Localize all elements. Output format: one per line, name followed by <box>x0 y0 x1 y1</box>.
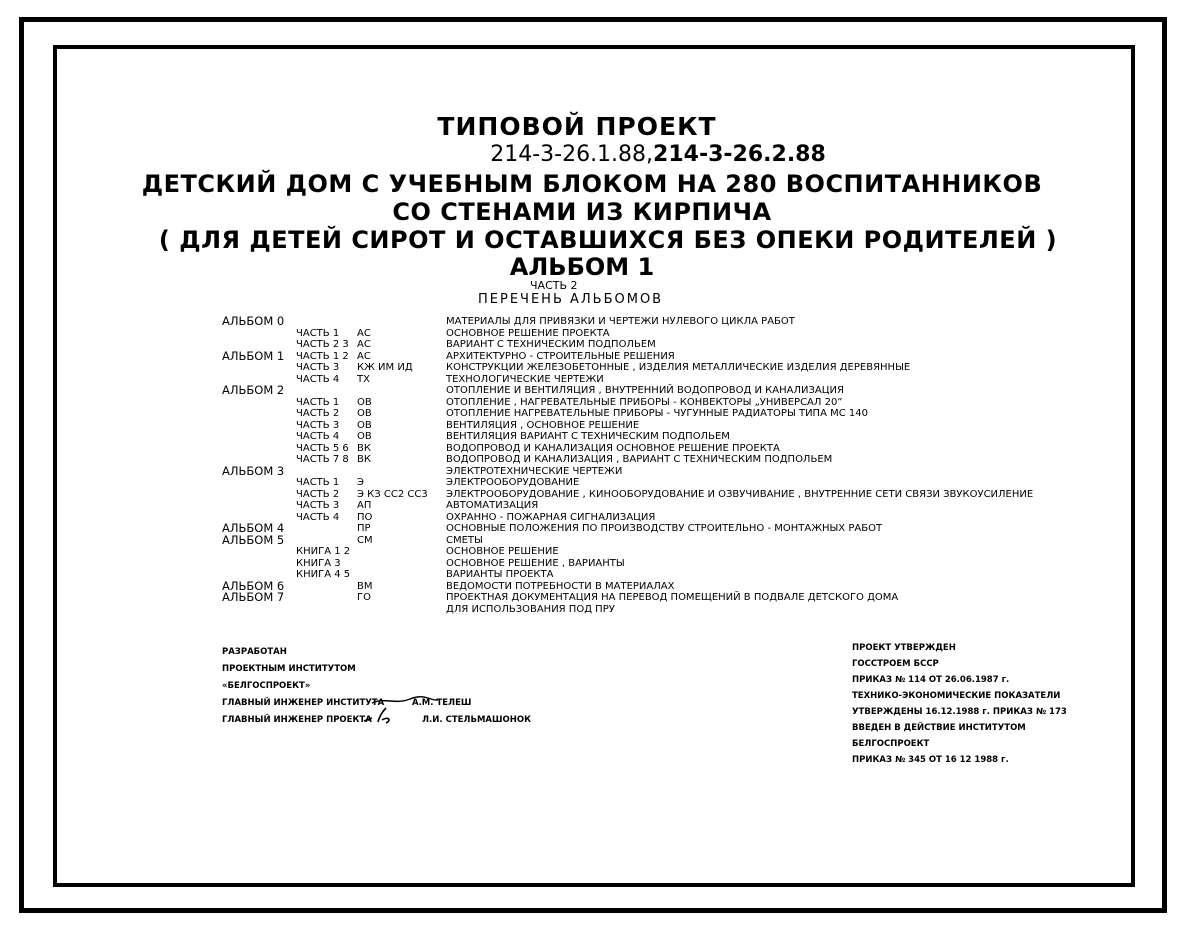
description: ОСНОВНОЕ РЕШЕНИЕ <box>446 546 559 557</box>
description: ОСНОВНЫЕ ПОЛОЖЕНИЯ ПО ПРОИЗВОДСТВУ СТРОИТЕЛЬНО - МОНТАЖНЫХ РАБОТ <box>446 523 883 534</box>
developer-line-1: РАЗРАБОТАН <box>222 647 287 657</box>
album-row <box>0 523 1184 535</box>
approval-line: ПРИКАЗ № 114 ОТ 26.06.1987 г. <box>852 675 1010 685</box>
code-label: ГО <box>357 592 371 603</box>
description: ТЕХНОЛОГИЧЕСКИЕ ЧЕРТЕЖИ <box>446 373 604 385</box>
description: ЭЛЕКТРООБОРУДОВАНИЕ , КИНООБОРУДОВАНИЕ И ОЗВУЧИВАНИЕ , ВНУТРЕННИЕ СЕТИ СВЯЗИ ЗВУКОУСИЛЕНИЕ <box>446 488 1034 500</box>
part-label: ЧАСТЬ 1 <box>296 327 340 339</box>
project-name-line-1: ДЕТСКИЙ ДОМ С УЧЕБНЫМ БЛОКОМ НА 280 ВОСПИТАННИКОВ <box>141 170 1043 198</box>
album-row <box>0 592 1184 604</box>
album-label: АЛЬБОМ 4 <box>222 521 285 535</box>
approval-line: БЕЛГОСПРОЕКТ <box>852 739 930 749</box>
part-label: ЧАСТЬ 4 <box>296 511 340 523</box>
approval-line: ВВЕДЕН В ДЕЙСТВИЕ ИНСТИТУТОМ <box>852 723 1026 733</box>
code-label: СМ <box>357 534 373 546</box>
code-label: АП <box>357 500 372 511</box>
album-label: АЛЬБОМ 7 <box>222 590 285 604</box>
album-row <box>0 348 1184 363</box>
album-label: АЛЬБОМ 6 <box>222 578 285 593</box>
code-label: ОВ <box>357 431 372 442</box>
description: ВЕНТИЛЯЦИЯ , ОСНОВНОЕ РЕШЕНИЕ <box>446 419 640 431</box>
project-engineer-signature <box>362 706 402 726</box>
album-row <box>0 558 1184 570</box>
album-row <box>0 431 1184 443</box>
part-label: ЧАСТЬ 7 8 <box>296 454 349 465</box>
code-label: ПР <box>357 523 371 534</box>
album-part: ЧАСТЬ 2 <box>530 279 578 292</box>
description: ОТОПЛЕНИЕ НАГРЕВАТЕЛЬНЫЕ ПРИБОРЫ - ЧУГУННЫЕ РАДИАТОРЫ ТИПА МС 140 <box>446 408 868 419</box>
album-row <box>0 569 1184 581</box>
album-row <box>0 546 1184 558</box>
code-label: АС <box>357 327 371 339</box>
code-label: ПО <box>357 511 373 523</box>
description: ЭЛЕКТРОТЕХНИЧЕСКИЕ ЧЕРТЕЖИ <box>446 465 623 477</box>
code-label: АС <box>357 339 371 350</box>
approval-line: ГОССТРОЕМ БССР <box>852 659 939 669</box>
album-label: АЛЬБОМ 0 <box>222 314 285 328</box>
description: ВЕНТИЛЯЦИЯ ВАРИАНТ С ТЕХНИЧЕСКИМ ПОДПОЛЬЕМ <box>446 431 730 442</box>
album-row <box>0 374 1184 386</box>
part-label: КНИГА 4 5 <box>296 569 351 580</box>
albums-list <box>0 316 1184 615</box>
description: КОНСТРУКЦИИ ЖЕЛЕЗОБЕТОННЫЕ , ИЗДЕЛИЯ МЕТАЛЛИЧЕСКИЕ ИЗДЕЛИЯ ДЕРЕВЯННЫЕ <box>446 362 911 373</box>
project-name-line-2: СО СТЕНАМИ ИЗ КИРПИЧА <box>392 198 772 226</box>
code-label: Э <box>357 477 364 488</box>
developer-line-3: «БЕЛГОСПРОЕКТ» <box>222 681 311 691</box>
code-label: ВМ <box>357 580 373 592</box>
description: ВОДОПРОВОД И КАНАЛИЗАЦИЯ , ВАРИАНТ С ТЕХНИЧЕСКИМ ПОДПОЛЬЕМ <box>446 454 833 465</box>
description: ОСНОВНОЕ РЕШЕНИЕ , ВАРИАНТЫ <box>446 557 625 569</box>
code-label: ТХ <box>357 373 370 385</box>
code-label: ОВ <box>357 419 372 431</box>
project-name-line-3: ( ДЛЯ ДЕТЕЙ СИРОТ И ОСТАВШИХСЯ БЕЗ ОПЕКИ РОДИТЕЛЕЙ ) <box>158 226 1058 254</box>
album-row <box>0 604 1184 616</box>
album-row <box>0 328 1184 340</box>
part-label: ЧАСТЬ 3 <box>296 500 340 511</box>
code-label: АС <box>357 350 371 362</box>
project-engineer-label: ГЛАВНЫЙ ИНЖЕНЕР ПРОЕКТА <box>222 715 372 725</box>
album-row <box>0 512 1184 524</box>
album-label: АЛЬБОМ 2 <box>222 383 285 397</box>
album-row <box>0 420 1184 432</box>
code-label: ВК <box>357 442 371 454</box>
album-title: АЛЬБОМ 1 <box>509 253 655 281</box>
description: ОТОПЛЕНИЕ И ВЕНТИЛЯЦИЯ , ВНУТРЕННИЙ ВОДОПРОВОД И КАНАЛИЗАЦИЯ <box>446 385 844 396</box>
part-label: ЧАСТЬ 2 3 <box>296 339 349 350</box>
project-number <box>66 142 1184 167</box>
chief-engineer-label: ГЛАВНЫЙ ИНЖЕНЕР ИНСТИТУТА <box>222 698 385 708</box>
code-label: КЖ ИМ ИД <box>357 362 413 373</box>
album-row <box>0 463 1184 478</box>
part-label: ЧАСТЬ 5 6 <box>296 442 349 454</box>
part-label: ЧАСТЬ 2 <box>296 408 340 419</box>
code-label: ОВ <box>357 408 372 419</box>
album-row <box>0 578 1184 593</box>
album-label: АЛЬБОМ 1 <box>222 348 285 363</box>
description: АВТОМАТИЗАЦИЯ <box>446 500 539 511</box>
albums-list-title: ПЕРЕЧЕНЬ АЛЬБОМОВ <box>478 292 664 307</box>
code-label: ВК <box>357 454 371 465</box>
project-type-title: ТИПОВОЙ ПРОЕКТ <box>437 112 717 141</box>
description: ВОДОПРОВОД И КАНАЛИЗАЦИЯ ОСНОВНОЕ РЕШЕНИЕ ПРОЕКТА <box>446 442 780 454</box>
album-row <box>0 316 1184 328</box>
album-label: АЛЬБОМ 3 <box>222 463 285 478</box>
album-row <box>0 385 1184 397</box>
album-row <box>0 339 1184 351</box>
album-row <box>0 408 1184 420</box>
project-number-2: 214-3-26.2.88 <box>653 142 826 167</box>
part-label: ЧАСТЬ 1 2 <box>296 350 349 362</box>
developer-block <box>222 644 532 729</box>
project-engineer-line <box>222 712 532 729</box>
album-label: АЛЬБОМ 5 <box>222 532 285 547</box>
approval-line: УТВЕРЖДЕНЫ 16.12.1988 г. ПРИКАЗ № 173 <box>852 707 1067 717</box>
description: ОСНОВНОЕ РЕШЕНИЕ ПРОЕКТА <box>446 327 610 339</box>
description: ЭЛЕКТРООБОРУДОВАНИЕ <box>446 477 580 488</box>
code-label: Э КЗ СС2 СС3 <box>357 488 428 500</box>
description: ОХРАННО - ПОЖАРНАЯ СИГНАЛИЗАЦИЯ <box>446 511 656 523</box>
code-label: ОВ <box>357 396 372 408</box>
approval-line: ПРИКАЗ № 345 ОТ 16 12 1988 г. <box>852 755 1009 765</box>
album-row <box>0 477 1184 489</box>
album-row <box>0 454 1184 466</box>
chief-engineer-line <box>222 695 472 712</box>
description: АРХИТЕКТУРНО - СТРОИТЕЛЬНЫЕ РЕШЕНИЯ <box>446 350 675 362</box>
album-row <box>0 362 1184 374</box>
description: СМЕТЫ <box>446 534 483 546</box>
description: МАТЕРИАЛЫ ДЛЯ ПРИВЯЗКИ И ЧЕРТЕЖИ НУЛЕВОГО ЦИКЛА РАБОТ <box>446 316 795 327</box>
part-label: ЧАСТЬ 4 <box>296 431 340 442</box>
approval-line: ПРОЕКТ УТВЕРЖДЕН <box>852 643 956 653</box>
part-label: КНИГА 3 <box>296 557 341 569</box>
description: ДЛЯ ИСПОЛЬЗОВАНИЯ ПОД ПРУ <box>446 603 615 615</box>
album-row <box>0 443 1184 455</box>
part-label: ЧАСТЬ 3 <box>296 362 340 373</box>
part-label: ЧАСТЬ 4 <box>296 373 340 385</box>
description: ВАРИАНТ С ТЕХНИЧЕСКИМ ПОДПОЛЬЕМ <box>446 339 656 350</box>
part-label: ЧАСТЬ 1 <box>296 477 340 488</box>
part-label: ЧАСТЬ 1 <box>296 396 340 408</box>
description: ПРОЕКТНАЯ ДОКУМЕНТАЦИЯ НА ПЕРЕВОД ПОМЕЩЕНИЙ В ПОДВАЛЕ ДЕТСКОГО ДОМА <box>446 592 899 603</box>
description: ВЕДОМОСТИ ПОТРЕБНОСТИ В МАТЕРИАЛАХ <box>446 580 675 592</box>
approval-line: ТЕХНИКО-ЭКОНОМИЧЕСКИЕ ПОКАЗАТЕЛИ <box>852 691 1061 701</box>
description: ОТОПЛЕНИЕ , НАГРЕВАТЕЛЬНЫЕ ПРИБОРЫ - КОНВЕКТОРЫ „УНИВЕРСАЛ 20” <box>446 396 843 408</box>
part-label: ЧАСТЬ 3 <box>296 419 340 431</box>
chief-engineer-name: А.М. ТЕЛЕШ <box>412 698 472 708</box>
album-row <box>0 500 1184 512</box>
part-label: ЧАСТЬ 2 <box>296 488 340 500</box>
album-row <box>0 489 1184 501</box>
project-engineer-name: Л.И. СТЕЛЬМАШОНОК <box>422 715 532 725</box>
approval-block <box>852 640 1067 768</box>
album-row <box>0 532 1184 547</box>
project-number-1: 214-3-26.1.88, <box>490 142 654 167</box>
developer-line-2: ПРОЕКТНЫМ ИНСТИТУТОМ <box>222 664 356 674</box>
album-row <box>0 397 1184 409</box>
part-label: КНИГА 1 2 <box>296 546 351 557</box>
description: ВАРИАНТЫ ПРОЕКТА <box>446 569 554 580</box>
